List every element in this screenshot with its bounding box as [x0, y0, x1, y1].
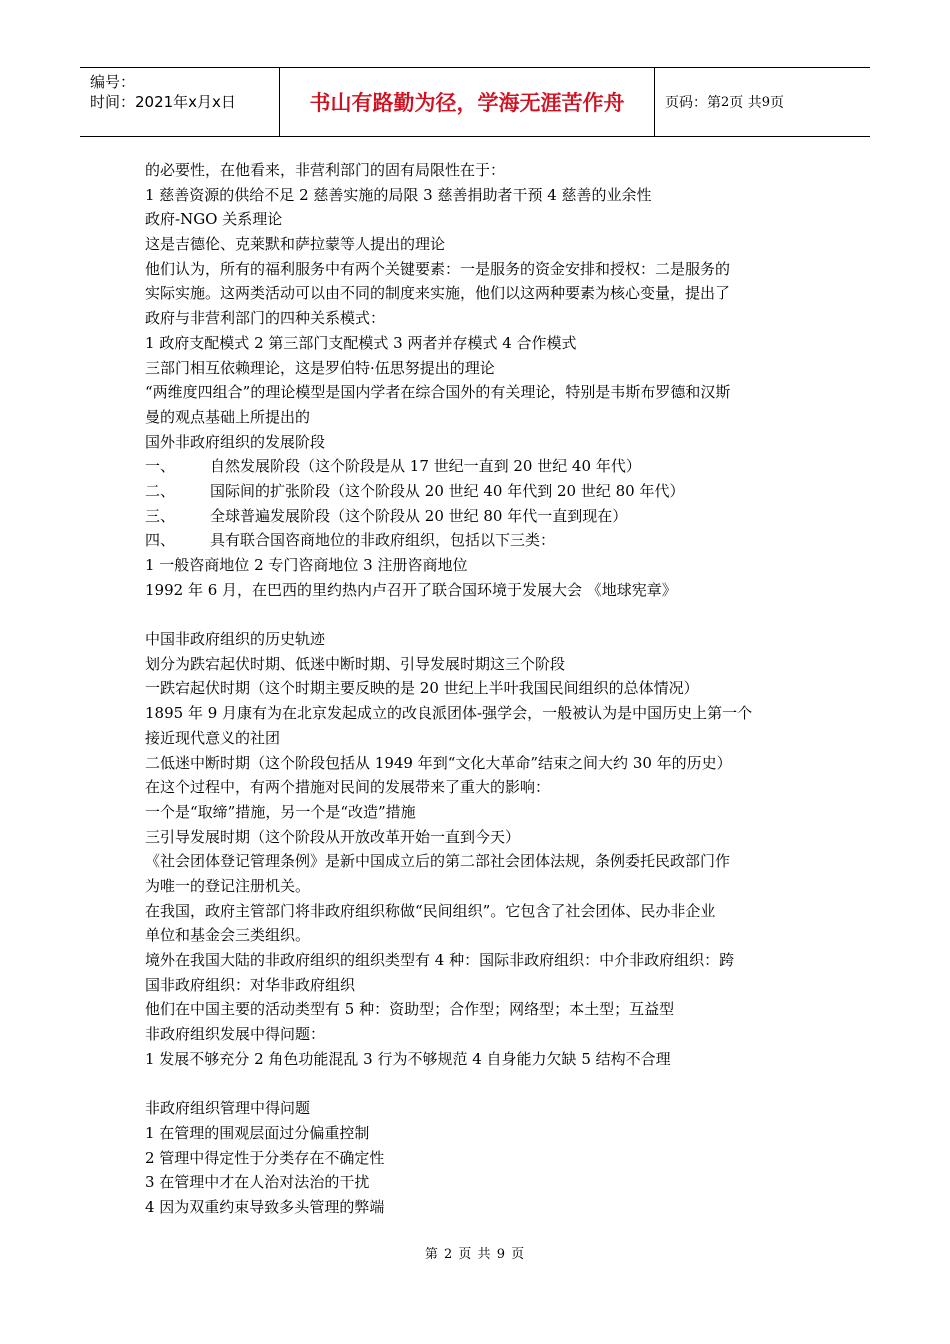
page-label-prefix: 页码：第 [665, 95, 721, 111]
body-line: 在这个过程中，有两个措施对民间的发展带来了重大的影响： [145, 778, 551, 797]
stage-text: 全球普遍发展阶段（这个阶段从 20 世纪 80 年代一直到现在） [210, 506, 628, 525]
body-line: 2 管理中得定性于分类存在不确定性 [145, 1148, 385, 1167]
body-line: 中国非政府组织的历史轨迹 [145, 630, 326, 649]
body-line: 二低迷中断时期（这个阶段包括从 1949 年到“文化大革命”结束之间大约 30 年的历史） [145, 753, 732, 772]
body-line: 一个是“取缔”措施，另一个是“改造”措施 [145, 802, 416, 821]
body-line: 他们在中国主要的活动类型有 5 种：资助型；合作型；网络型；本土型；互益型 [145, 1000, 675, 1019]
stage-item [145, 504, 815, 529]
body-line: 他们认为，所有的福利服务中有两个关键要素：一是服务的资金安排和授权：二是服务的 [145, 259, 731, 278]
body-line: 1895 年 9 月康有为在北京发起成立的改良派团体-强学会，一般被认为是中国历史上第一个 [145, 704, 753, 723]
blank-line [145, 1071, 815, 1096]
body-line: 1992 年 6 月，在巴西的里约热内卢召开了联合国环境于发展大会 《地球宪章》 [145, 580, 677, 599]
header-page-number [655, 68, 870, 136]
body-line: 4 因为双重约束导致多头管理的弊端 [145, 1197, 385, 1216]
header-info [80, 68, 280, 136]
body-line: 3 在管理中才在人治对法治的干扰 [145, 1173, 370, 1192]
page-label-mid: 页 共 [729, 95, 762, 111]
page-current: 2 [721, 94, 730, 110]
page-header [80, 67, 870, 137]
body-line: 政府-NGO 关系理论 [145, 210, 283, 229]
blank-line [145, 602, 815, 627]
body-line: 三引导发展时期（这个阶段从开放改革开始一直到今天） [145, 827, 521, 846]
body-line: 1 政府支配模式 2 第三部门支配模式 3 两者并存模式 4 合作模式 [145, 333, 577, 352]
footer-current: 2 [444, 1247, 454, 1262]
body-line: 非政府组织发展中得问题： [145, 1025, 326, 1044]
body-line: 境外在我国大陆的非政府组织的组织类型有 4 种：国际非政府组织：中介非政府组织：跨 [145, 951, 735, 969]
body-line: 国非政府组织：对华非政府组织 [145, 975, 356, 994]
document-body [145, 158, 815, 1220]
stage-number: 四、 [145, 531, 176, 550]
page-footer [0, 1243, 950, 1262]
footer-total: 9 [496, 1247, 506, 1262]
body-line: 的必要性，在他看来，非营利部门的固有局限性在于： [145, 161, 506, 179]
stage-item [145, 479, 815, 504]
body-line: 这是吉德伦、克莱默和萨拉蒙等人提出的理论 [145, 235, 446, 254]
body-line: 1 在管理的围观层面过分偏重控制 [145, 1123, 370, 1142]
body-line: 单位和基金会三类组织。 [145, 926, 311, 945]
footer-suffix: 页 [511, 1247, 526, 1262]
stage-text: 具有联合国咨商地位的非政府组织，包括以下三类： [210, 531, 556, 550]
body-line: 1 发展不够充分 2 角色功能混乱 3 行为不够规范 4 自身能力欠缺 5 结构不合理 [145, 1049, 671, 1068]
stage-number: 一、 [145, 457, 176, 476]
body-line: 1 一般咨商地位 2 专门咨商地位 3 注册咨商地位 [145, 556, 468, 574]
body-line: 政府与非营利部门的四种关系模式： [145, 309, 386, 328]
motto: 书山有路勤为径，学海无涯苦作舟 [280, 68, 655, 136]
body-line: 实际实施。这两类活动可以由不同的制度来实施，他们以这两种要素为核心变量，提出了 [145, 284, 731, 303]
page-total: 9 [761, 94, 771, 110]
stage-text: 自然发展阶段（这个阶段是从 17 世纪一直到 20 世纪 40 年代） [210, 457, 641, 476]
stage-text: 国际间的扩张阶段（这个阶段从 20 世纪 40 年代到 20 世纪 80 年代） [210, 481, 685, 500]
body-line: 在我国，政府主管部门将非政府组织称做“民间组织”。它包含了社会团体、民办非企业 [145, 901, 716, 920]
stage-item [145, 454, 815, 479]
number-label: 编号： [90, 73, 136, 91]
time-label: 时间：2021年x月x日 [90, 93, 236, 111]
footer-mid: 页 共 [458, 1247, 492, 1262]
body-line: 为唯一的登记注册机关。 [145, 876, 311, 895]
body-line: 1 慈善资源的供给不足 2 慈善实施的局限 3 慈善捐助者干预 4 慈善的业余性 [145, 185, 652, 204]
stage-item [145, 528, 815, 553]
stage-number: 二、 [145, 481, 176, 500]
body-line: “两维度四组合”的理论模型是国内学者在综合国外的有关理论，特别是韦斯布罗德和汉斯 [145, 383, 731, 402]
body-line: 划分为跌宕起伏时期、低迷中断时期、引导发展时期这三个阶段 [145, 654, 566, 673]
body-line: 国外非政府组织的发展阶段 [145, 432, 326, 451]
page-label-suffix: 页 [770, 95, 785, 111]
stage-number: 三、 [145, 506, 176, 525]
body-line: 非政府组织管理中得问题 [145, 1099, 311, 1118]
body-line: 三部门相互依赖理论，这是罗伯特·伍思努提出的理论 [145, 358, 495, 377]
body-line: 接近现代意义的社团 [145, 728, 281, 747]
footer-prefix: 第 [424, 1247, 439, 1262]
body-line: 《社会团体登记管理条例》是新中国成立后的第二部社会团体法规，条例委托民政部门作 [145, 852, 731, 871]
body-line: 一跌宕起伏时期（这个时期主要反映的是 20 世纪上半叶我国民间组织的总体情况） [145, 679, 699, 698]
body-line: 曼的观点基础上所提出的 [145, 407, 311, 426]
